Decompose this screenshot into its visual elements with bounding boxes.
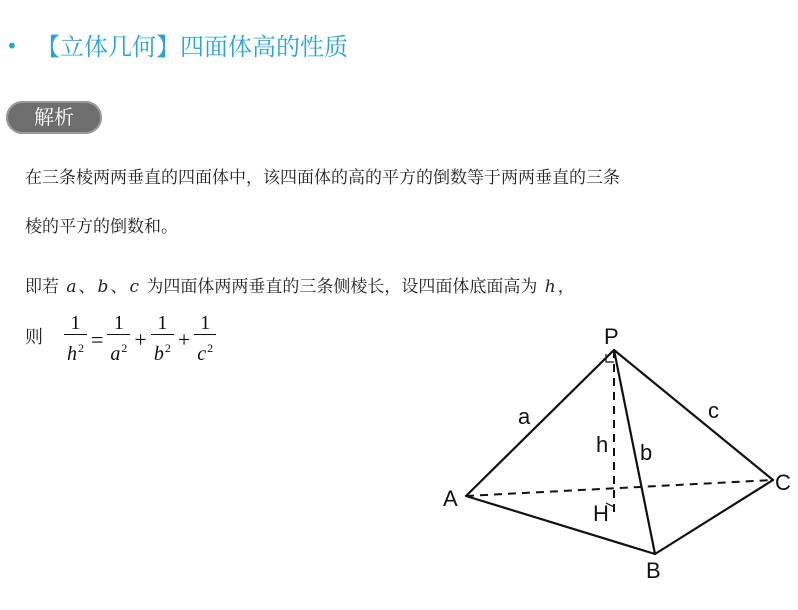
frac-b-numerator: 1 bbox=[157, 312, 168, 334]
title-bullet: • bbox=[6, 34, 18, 58]
plus-sign-1: + bbox=[134, 326, 147, 352]
frac-h-numerator: 1 bbox=[70, 312, 81, 334]
frac-h-exp: 2 bbox=[78, 341, 84, 355]
equals-sign: = bbox=[91, 326, 104, 352]
edge-BC bbox=[655, 480, 773, 554]
var-c: c bbox=[129, 277, 139, 297]
paragraph-1-line-1: 在三条棱两两垂直的四面体中，该四面体的高的平方的倒数等于两两垂直的三条 bbox=[25, 168, 620, 188]
label-height-h: h bbox=[596, 432, 609, 457]
frac-a-exp: 2 bbox=[121, 341, 128, 355]
label-P: P bbox=[604, 324, 619, 349]
frac-b-var: b bbox=[153, 343, 164, 365]
edge-PC bbox=[614, 350, 773, 480]
label-A: A bbox=[443, 486, 458, 511]
frac-c-var: c bbox=[197, 343, 207, 365]
label-H: H bbox=[593, 501, 609, 526]
var-a: a bbox=[66, 277, 77, 297]
label-edge-b: b bbox=[640, 440, 653, 465]
paragraph-1-line-2: 棱的平方的倒数和。 bbox=[25, 217, 178, 237]
frac-a-numerator: 1 bbox=[113, 312, 124, 334]
then-label: 则 bbox=[25, 327, 43, 348]
analysis-tag: 解析 bbox=[6, 101, 102, 134]
para2-middle: 为四面体两两垂直的三条侧棱长，设四面体底面高为 bbox=[146, 277, 538, 297]
frac-h-var: h bbox=[67, 343, 77, 365]
label-C: C bbox=[775, 470, 791, 495]
separator-2: 、 bbox=[110, 277, 128, 297]
frac-a-var: a bbox=[110, 343, 121, 365]
solid-edges bbox=[466, 350, 773, 554]
para2-prefix: 即若 bbox=[25, 277, 59, 297]
para2-suffix: ， bbox=[557, 277, 575, 297]
page-title: 【立体几何】四面体高的性质 bbox=[36, 33, 348, 61]
edge-AC-hidden bbox=[466, 480, 773, 496]
frac-b-exp: 2 bbox=[164, 341, 171, 355]
edge-AB bbox=[466, 496, 655, 554]
var-b: b bbox=[97, 277, 109, 297]
edge-PA bbox=[466, 350, 614, 496]
var-h: h bbox=[544, 277, 556, 297]
label-B: B bbox=[646, 558, 661, 583]
label-edge-a: a bbox=[518, 404, 531, 429]
frac-c-numerator: 1 bbox=[200, 312, 211, 334]
frac-c-exp: 2 bbox=[207, 341, 214, 355]
plus-sign-2: + bbox=[177, 326, 191, 352]
label-edge-c: c bbox=[708, 398, 719, 423]
separator-1: 、 bbox=[78, 277, 96, 297]
